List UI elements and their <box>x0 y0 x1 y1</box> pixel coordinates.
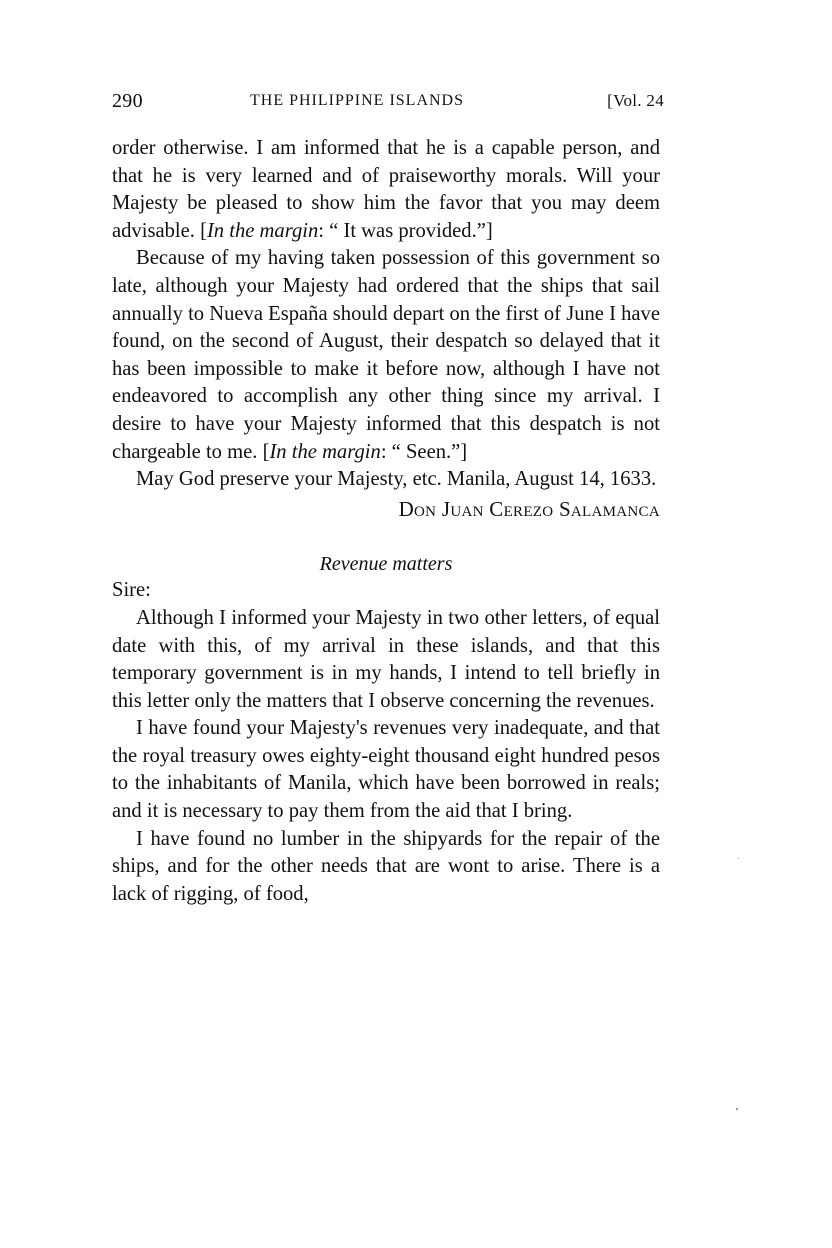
paragraph: May God preserve your Majesty, etc. Manila, August 14, 1633. <box>136 468 657 491</box>
page-body <box>112 135 660 908</box>
running-title: THE PHILIPPINE ISLANDS <box>250 92 464 109</box>
margin-note-label: In the margin <box>269 440 381 463</box>
book-page <box>112 82 664 908</box>
volume-marker: [Vol. 24 <box>607 91 664 110</box>
paragraph-text: order otherwise. I am informed that he is a capable person, and that he is very learned and of praiseworthy morals. Will your Majesty be pleased to show him the favor that you may deem advisable. <box>112 137 660 242</box>
paragraph <box>112 245 660 466</box>
margin-note <box>200 220 493 242</box>
page-number: 290 <box>112 90 143 112</box>
margin-note <box>263 441 468 463</box>
paragraph: Although I informed your Majesty in two other letters, of equal date with this, of my arrival in these islands, and that this temporary government is in my hands, I intend to tell briefly in this letter only the matters that I observe concerning the revenues. <box>112 606 660 712</box>
salutation: Sire: <box>112 579 151 602</box>
section-heading: Revenue matters <box>319 553 453 576</box>
signature: Don Juan Cerezo Salamanca <box>398 496 660 521</box>
bracket: [ <box>262 440 270 463</box>
paragraph: I have found no lumber in the shipyards for the repair of the ships, and for the other needs that are wont to arise. There is a lack of rigging, of food, <box>112 827 660 905</box>
margin-note-text: : “ Seen.”] <box>380 440 468 463</box>
paragraph-text: Because of my having taken possession of this government so late, although your Majesty had ordered that the ships that sail annually to Nueva España should depart on the first of June I have found, on the second of August, their despatch so delayed that it has been impossible to make it before now, although I have not endeavored to accomplish any other thing since my arrival. I desire to have your Majesty informed that this despatch is not chargeable to me. <box>112 247 660 463</box>
scan-speck <box>736 1108 738 1110</box>
bracket: [ <box>200 219 207 242</box>
scan-speck <box>738 858 739 859</box>
margin-note-text: : “ It was provided.”] <box>318 219 493 242</box>
margin-note-label: In the margin <box>206 219 319 242</box>
paragraph: I have found your Majesty's revenues very inadequate, and that the royal treasury owes eighty-eight thousand eight hundred pesos to the inhabitants of Manila, which have been borrowed in reals; and it is necessary to pay them from the aid that I bring. <box>112 717 660 823</box>
paragraph <box>112 135 660 245</box>
running-head <box>112 82 664 114</box>
